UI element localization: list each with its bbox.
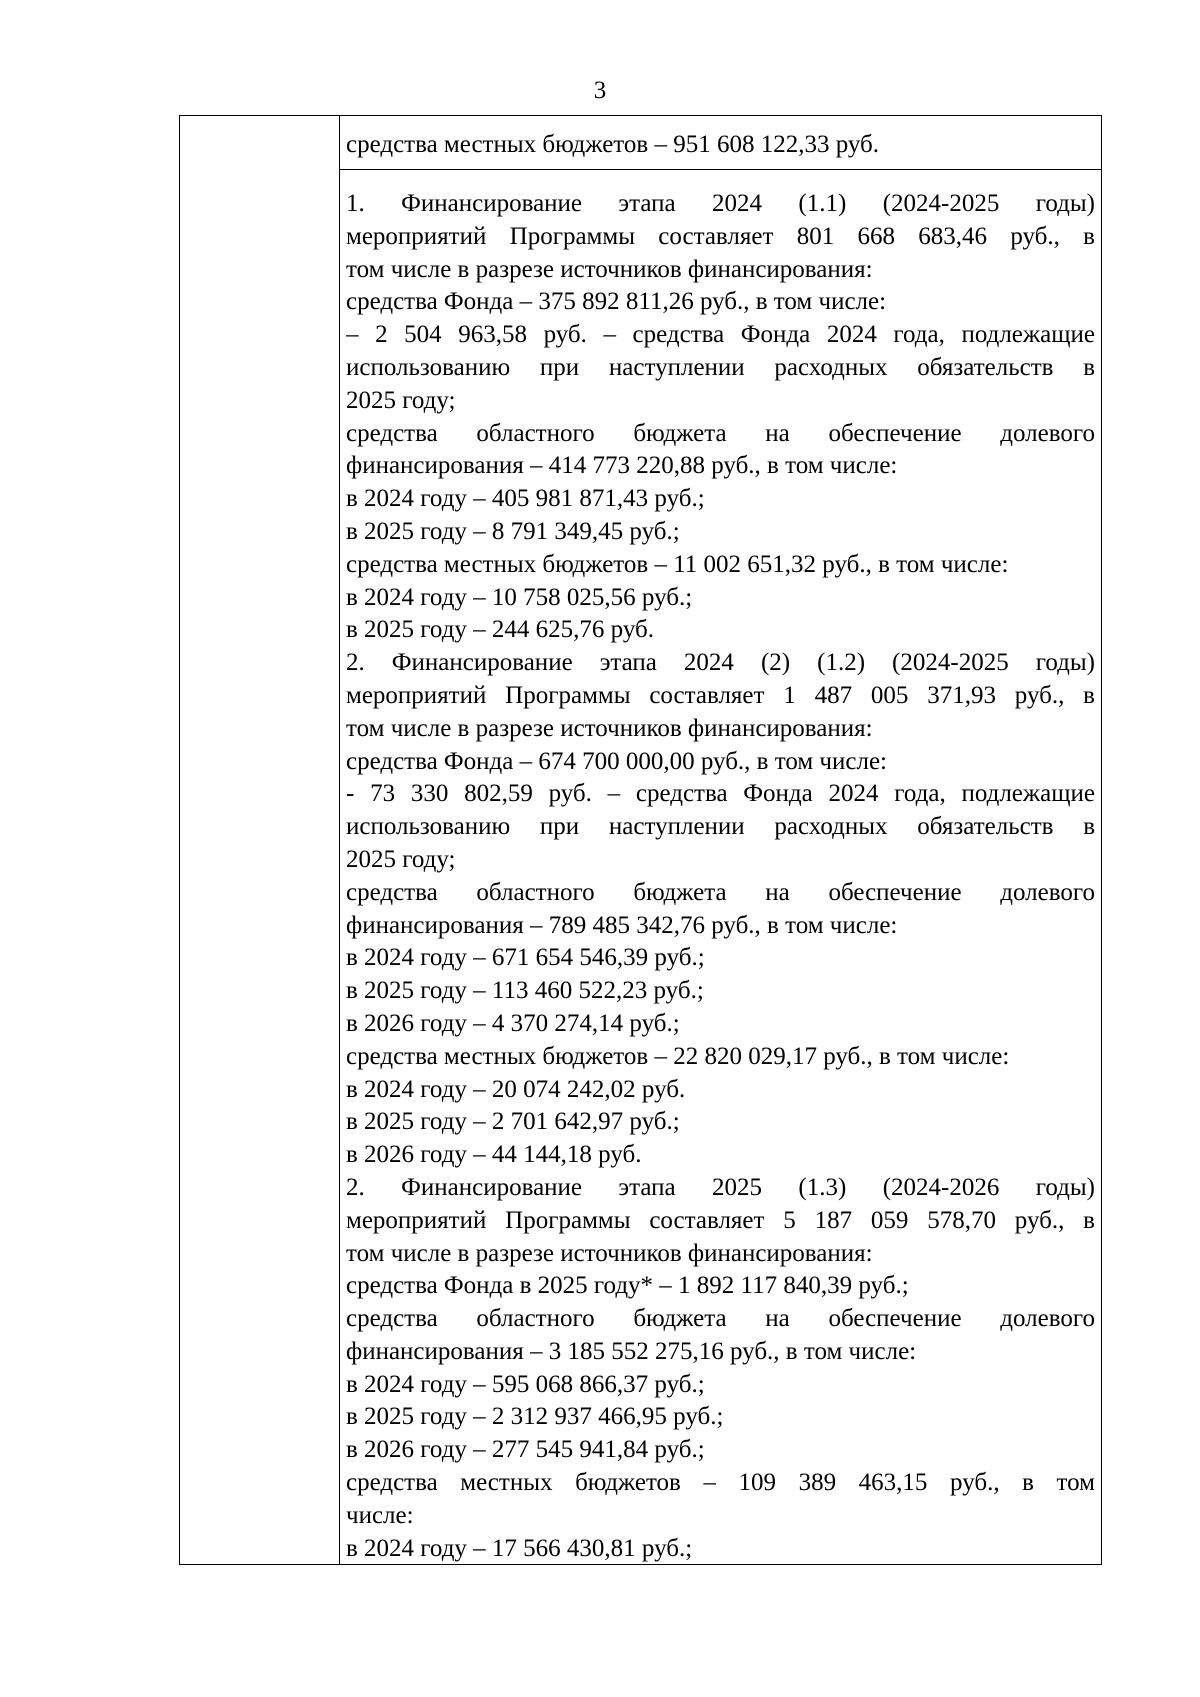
text-line: в 2026 году – 4 370 274,14 руб.;: [346, 1009, 680, 1037]
text-line: средства областного бюджета на обеспечение долевого: [346, 419, 1095, 447]
text-line: 2025 году;: [346, 845, 456, 873]
table-row-local-budgets: [340, 116, 1101, 170]
text-line: в 2025 году – 113 460 522,23 руб.;: [346, 977, 704, 1005]
text-line: финансирования – 3 185 552 275,16 руб., в том числе:: [346, 1337, 917, 1365]
text-line: в 2025 году – 2 312 937 466,95 руб.;: [346, 1403, 724, 1431]
text-line: 2025 году;: [346, 386, 456, 414]
text-line: использованию при наступлении расходных обязательств в: [346, 813, 1095, 841]
text-line: в 2025 году – 2 701 642,97 руб.;: [346, 1108, 680, 1136]
table-row-stage-financing: [340, 170, 1101, 1564]
text-line: мероприятий Программы составляет 1 487 005 371,93 руб., в: [346, 681, 1095, 709]
text-line: средства областного бюджета на обеспечение долевого: [346, 878, 1095, 906]
text-line: средства местных бюджетов – 22 820 029,17 руб., в том числе:: [346, 1042, 1010, 1070]
text-line: - 73 330 802,59 руб. – средства Фонда 2024 года, подлежащие: [346, 780, 1095, 808]
page-number: 3: [593, 77, 607, 104]
text-line: средства областного бюджета на обеспечение долевого: [346, 1305, 1095, 1333]
text-line: средства местных бюджетов – 11 002 651,32 руб., в том числе:: [346, 550, 1009, 578]
text-line: финансирования – 789 485 342,76 руб., в том числе:: [346, 911, 898, 939]
text-line: в 2024 году – 405 981 871,43 руб.;: [346, 485, 705, 513]
text-line: в 2024 году – 17 566 430,81 руб.;: [346, 1534, 693, 1562]
financing-table: [179, 115, 1102, 1565]
text-line: мероприятий Программы составляет 801 668 683,46 руб., в: [346, 222, 1095, 250]
text-line: числе:: [346, 1501, 414, 1529]
text-line: том числе в разрезе источников финансирования:: [346, 714, 873, 742]
text-line: в 2026 году – 277 545 941,84 руб.;: [346, 1436, 705, 1464]
text-line: средства Фонда – 375 892 811,26 руб., в том числе:: [346, 288, 887, 316]
text-line: финансирования – 414 773 220,88 руб., в том числе:: [346, 452, 898, 480]
text-line: – 2 504 963,58 руб. – средства Фонда 2024 года, подлежащие: [346, 321, 1095, 349]
text-line: том числе в разрезе источников финансирования:: [346, 1239, 873, 1267]
text-line: 2. Финансирование этапа 2024 (2) (1.2) (2024-2025 годы): [346, 649, 1095, 677]
text-line: том числе в разрезе источников финансирования:: [346, 255, 873, 283]
text-line: в 2024 году – 595 068 866,37 руб.;: [346, 1370, 705, 1398]
text-line: использованию при наступлении расходных обязательств в: [346, 353, 1095, 381]
text-line: в 2024 году – 20 074 242,02 руб.: [346, 1075, 686, 1103]
text-line: средства местных бюджетов – 109 389 463,15 руб., в том: [346, 1469, 1095, 1497]
text-line: 1. Финансирование этапа 2024 (1.1) (2024-2025 годы): [346, 190, 1095, 217]
text-line: 2. Финансирование этапа 2025 (1.3) (2024-2026 годы): [346, 1173, 1095, 1201]
text-line: средства Фонда в 2025 году* – 1 892 117 840,39 руб.;: [346, 1272, 909, 1300]
text-line: в 2025 году – 244 625,76 руб.: [346, 616, 654, 644]
text-line: в 2025 году – 8 791 349,45 руб.;: [346, 517, 680, 545]
text-line: в 2024 году – 10 758 025,56 руб.;: [346, 583, 693, 611]
table-cell-text: средства местных бюджетов – 951 608 122,33 руб.: [346, 131, 880, 158]
table-left-column: [180, 116, 340, 1564]
text-line: средства Фонда – 674 700 000,00 руб., в том числе:: [346, 747, 887, 775]
text-line: в 2026 году – 44 144,18 руб.: [346, 1141, 642, 1169]
text-line: мероприятий Программы составляет 5 187 059 578,70 руб., в: [346, 1206, 1095, 1234]
text-line: в 2024 году – 671 654 546,39 руб.;: [346, 944, 705, 972]
